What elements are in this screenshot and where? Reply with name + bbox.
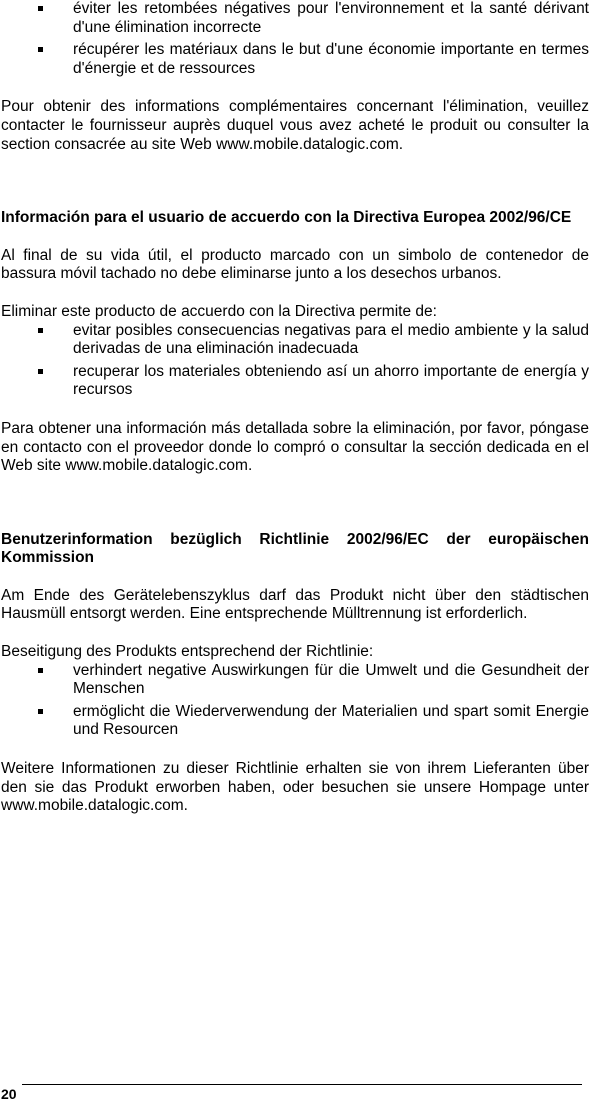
de-intro-paragraph: Am Ende des Gerätelebenszyklus darf das Produkt nicht über den städtischen Hausmüll entsorgt werden. Eine entsprechende Mülltrennung ist erforderlich. xyxy=(1,586,589,623)
list-item-text: verhindert negative Auswirkungen für die Umwelt und die Gesundheit der Menschen xyxy=(73,661,589,698)
es-lead-paragraph: Eliminar este producto de accuerdo con la Directiva permite de: xyxy=(1,302,437,320)
es-intro-paragraph: Al final de su vida útil, el producto marcado con un simbolo de contenedor de bassura móvil tachado no debe eliminarse junto a los desechos urbanos. xyxy=(1,246,589,283)
list-item xyxy=(1,363,589,400)
fr-closing-paragraph: Pour obtenir des informations complémentaires concernant l'élimination, veuillez contacter le fournisseur auprès duquel vous avez acheté le produit ou consulter la section consacrée au site Web www.mobile.datalogic.com. xyxy=(1,98,589,153)
list-item xyxy=(1,703,589,740)
list-item xyxy=(1,662,589,699)
de-closing-paragraph: Weitere Informationen zu dieser Richtlinie erhalten sie von ihrem Lieferanten über den sie das Produkt erworben haben, oder besuchen sie unsere Hompage unter www.mobile.datalogic.com. xyxy=(1,760,589,815)
list-item xyxy=(1,322,589,359)
square-bullet-icon xyxy=(38,328,43,333)
square-bullet-icon xyxy=(38,6,43,11)
fr-bullet-list xyxy=(1,0,589,78)
es-bullet-list xyxy=(1,322,589,400)
de-bullet-list xyxy=(1,662,589,740)
page-content xyxy=(1,0,589,816)
de-lead-paragraph: Beseitigung des Produkts entsprechend der Richtlinie: xyxy=(1,643,374,661)
list-item-text: recuperar los materiales obteniendo así un ahorro importante de energía y recursos xyxy=(73,362,589,399)
list-item-text: éviter les retombées négatives pour l'environnement et la santé dérivant d'une élimination incorrecte xyxy=(73,0,589,36)
es-closing-paragraph: Para obtener una información más detallada sobre la eliminación, por favor, póngase en contacto con el proveedor donde lo compró o consultar la sección dedicada en el Web site www.mobile.datalogic.com. xyxy=(1,419,589,475)
square-bullet-icon xyxy=(38,369,43,374)
square-bullet-icon xyxy=(38,709,43,714)
list-item xyxy=(1,0,589,37)
list-item-text: ermöglicht die Wiederverwendung der Materialien und spart somit Energie und Resourcen xyxy=(73,702,589,739)
square-bullet-icon xyxy=(38,668,43,673)
list-item xyxy=(1,41,589,78)
footer-divider xyxy=(22,1084,582,1085)
de-section-heading: Benutzerinformation bezüglich Richtlinie 2002/96/EC der europäischen Kommission xyxy=(1,530,589,567)
es-section-heading: Información para el usuario de accuerdo con la Directiva Europea 2002/96/CE xyxy=(1,209,572,227)
list-item-text: evitar posibles consecuencias negativas para el medio ambiente y la salud derivadas de una eliminación inadecuada xyxy=(73,321,589,358)
square-bullet-icon xyxy=(38,47,43,52)
page-number: 20 xyxy=(1,1086,17,1102)
list-item-text: récupérer les matériaux dans le but d'une économie importante en termes d'énergie et de ressources xyxy=(73,41,589,77)
